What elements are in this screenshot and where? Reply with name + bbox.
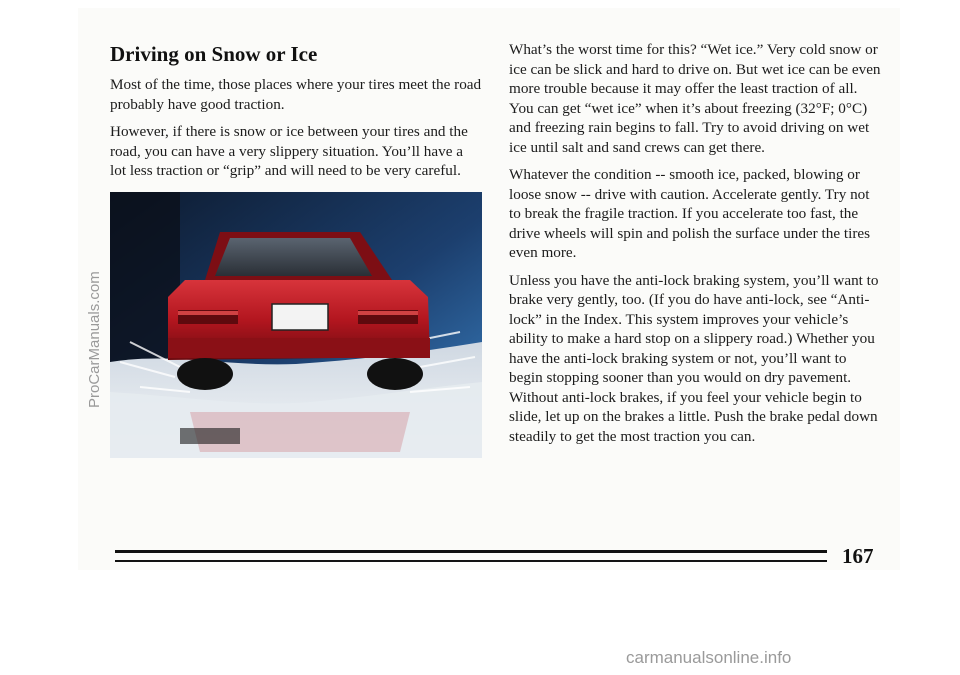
right-paragraph-3: Unless you have the anti-lock braking system, you’ll want to brake very gently, too. (If you do have anti-lock, see “Anti-lock” in the Index. This system improves your vehicle’s ability to make a hard stop on a slippery road.) Whether you have the anti-lock braking system or not, you’ll want to begin stopping sooner than you would on dry pavement. Without anti-lock brakes, if you feel your vehicle begin to slide, let up on the brakes a little. Push the brake pedal down steadily to get the most traction you can. (509, 271, 879, 445)
car-rear-view-image (110, 192, 482, 458)
left-paragraph-1: Most of the time, those places where your tires meet the road probably have good traction. (110, 76, 482, 113)
car-on-ice-illustration (110, 192, 482, 458)
bottom-watermark: carmanualsonline.info (626, 648, 792, 667)
footer-rule-thin (115, 560, 827, 562)
footer-rule-thick (115, 550, 827, 553)
right-paragraph-2: Whatever the condition -- smooth ice, packed, blowing or loose snow -- drive with caution. Accelerate gently. Try not to break the fragile traction. If you accelerate too fast, the drive wheels will spin and polish the surface under the tires even more. (509, 166, 871, 261)
left-column (110, 42, 482, 189)
right-column (509, 40, 881, 454)
left-paragraph-2: However, if there is snow or ice between your tires and the road, you can have a very slippery situation. You’ll have a lot less traction or “grip” and will need to be very careful. (110, 123, 468, 179)
section-heading: Driving on Snow or Ice (110, 42, 318, 66)
right-paragraph-1: What’s the worst time for this? “Wet ice.” Very cold snow or ice can be slick and hard to drive on. But wet ice can be even more trouble because it may offer the least traction of all. You can get “wet ice” when it’s about freezing (32°F; 0°C) and freezing rain begins to fall. Try to avoid driving on wet ice until salt and sand crews can get there. (509, 41, 881, 156)
side-watermark: ProCarManuals.com (86, 271, 103, 408)
page-number: 167 (842, 544, 874, 568)
